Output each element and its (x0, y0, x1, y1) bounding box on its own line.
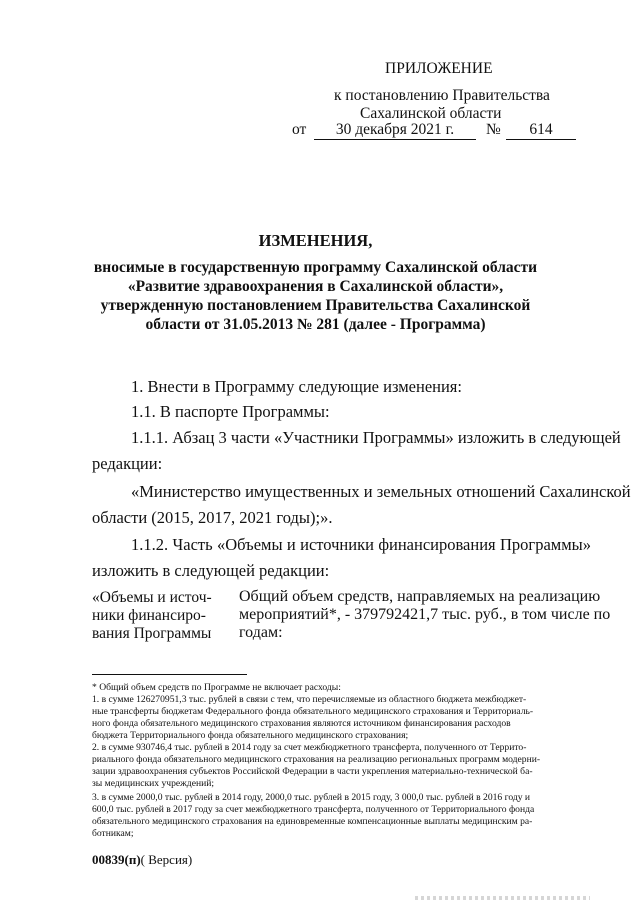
doc-title-line: утвержденную постановлением Правительства Сахалинской (100, 297, 531, 314)
footnote-line: ные трансферты бюджетам Федерального фонда обязательного медицинского страхования и Территориаль- (92, 706, 534, 717)
quote-line1: «Министерство имущественных и земельных отношений Сахалинской (131, 482, 631, 501)
financing-value-line: Общий объем средств, направляемых на реализацию (239, 588, 601, 605)
paragraph-1-1: 1.1. В паспорте Программы: (131, 402, 330, 421)
doc-title-line: области от 31.05.2013 № 281 (далее - Программа) (145, 316, 486, 333)
resolution-number: 614 (506, 121, 576, 140)
footnote-line: * Общий объем средств по Программе не включает расходы: (92, 682, 341, 693)
paragraph-1-1-1-line2: редакции: (92, 454, 163, 473)
footnote-line: ботникам; (92, 828, 134, 839)
footnote-line: зы медицинских учреждений; (92, 778, 215, 789)
financing-label-line: «Объемы и источ- (92, 589, 212, 606)
footnote-line: 3. в сумме 2000,0 тыс. рублей в 2014 году, 2000,0 тыс. рублей в 2015 году, 3 000,0 тыс. рублей в 2016 году и (92, 792, 531, 803)
paragraph-1-1-1-line1: 1.1.1. Абзац 3 части «Участники Программы» изложить в следующей (131, 428, 621, 447)
document-version: ( Версия) (140, 852, 193, 867)
footnote-line: 600,0 тыс. рублей в 2017 году за счет межбюджетного трансферта, полученного от Территориального фонда (92, 804, 535, 815)
appendix-title: ПРИЛОЖЕНИЕ (385, 60, 493, 77)
footnote-line: 1. в сумме 126270951,3 тыс. рублей в связи с тем, что перечисляемые из областного бюджета межбюджет- (92, 694, 527, 705)
document-code (92, 852, 192, 868)
footnote-separator (92, 674, 247, 675)
financing-label-line: ники финансиро- (92, 607, 206, 624)
appendix-subtitle-line1: к постановлению Правительства (334, 87, 550, 104)
scan-artifact (415, 896, 590, 900)
footnote-line: 2. в сумме 930746,4 тыс. рублей в 2014 году за счет межбюджетного трансферта, полученного от Террито- (92, 742, 527, 753)
resolution-date: 30 декабря 2021 г. (314, 121, 476, 140)
footnote-line: риального фонда обязательного медицинского страхования на реализацию региональных программ модерни- (92, 754, 541, 765)
paragraph-1: 1. Внести в Программу следующие изменения: (131, 377, 462, 396)
from-label: от (292, 121, 307, 138)
footnote-line: зации здравоохранения субъектов Российской Федерации в части укрепления материально-технической ба- (92, 766, 533, 777)
quote-line2: области (2015, 2017, 2021 годы);». (92, 508, 333, 527)
doc-title-main: ИЗМЕНЕНИЯ, (258, 231, 373, 250)
footnote-line: обязательного медицинского страхования на единовременные компенсационные выплаты медицинским ра- (92, 816, 533, 827)
financing-value-line: мероприятий*, - 379792421,7 тыс. руб., в том числе по (239, 606, 611, 623)
financing-value-line: годам: (239, 624, 283, 641)
resolution-date-row (292, 121, 592, 141)
number-label: № (486, 121, 501, 138)
appendix-subtitle-line2: Сахалинской области (360, 105, 502, 122)
paragraph-1-1-2-line2: изложить в следующей редакции: (92, 561, 330, 580)
financing-label-line: вания Программы (92, 625, 212, 642)
footnote-line: бюджета Территориального фонда обязательного медицинского страхования; (92, 730, 409, 741)
footnote-line: ного фонда обязательного медицинского страхования являются источником финансирования расходов (92, 718, 511, 729)
paragraph-1-1-2-line1: 1.1.2. Часть «Объемы и источники финансирования Программы» (131, 535, 591, 554)
doc-title-line: вносимые в государственную программу Сахалинской области (93, 259, 538, 276)
doc-title-line: «Развитие здравоохранения в Сахалинской области», (127, 278, 504, 295)
document-code-number: 00839(п) (92, 852, 141, 867)
